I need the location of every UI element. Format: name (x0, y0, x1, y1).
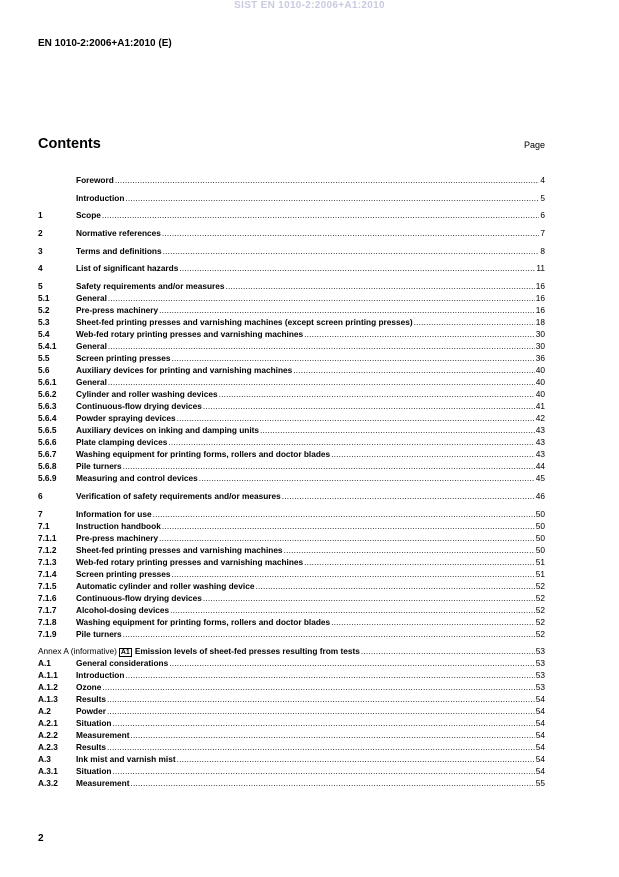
toc-entry[interactable] (38, 436, 545, 448)
toc-entry[interactable] (38, 669, 545, 681)
toc-entry-page: 51 (535, 568, 545, 579)
toc-entry[interactable] (38, 192, 545, 204)
toc-entry-page: 54 (535, 730, 545, 741)
watermark: SIST EN 1010-2:2006+A1:2010 (234, 0, 385, 11)
toc-entry-page: 52 (535, 580, 545, 591)
toc-entry-title: Terms and definitions (76, 245, 162, 256)
toc-dot-leader (113, 717, 535, 729)
toc-entry-page: 46 (535, 490, 545, 501)
toc-entry[interactable] (38, 424, 545, 436)
toc-dot-leader (172, 568, 535, 580)
toc-dot-leader (107, 741, 535, 753)
contents-title: Contents (38, 136, 101, 152)
toc-entry-number: A.2.1 (38, 718, 58, 729)
toc-dot-leader (113, 765, 535, 777)
toc-entry-title: Auxiliary devices on inking and damping units (76, 425, 260, 436)
toc-entry-page: 8 (540, 245, 545, 256)
toc-dot-leader (107, 693, 535, 705)
toc-entry[interactable] (38, 544, 545, 556)
toc-entry-title: Emission levels of sheet-fed presses resulting from tests (134, 646, 360, 657)
toc-dot-leader (102, 209, 539, 221)
toc-entry[interactable] (38, 245, 545, 257)
toc-entry-number: 5.6.2 (38, 389, 57, 400)
toc-entry-title: Information for use (76, 508, 152, 519)
toc-entry[interactable] (38, 580, 545, 592)
toc-entry-title: Pile turners (76, 461, 122, 472)
toc-entry-page: 54 (535, 754, 545, 765)
toc-entry-title: General (76, 377, 107, 388)
toc-entry[interactable] (38, 765, 545, 777)
toc-entry-number: 7 (38, 508, 43, 519)
toc-entry-number: A.2 (38, 706, 51, 717)
toc-entry-title: Measurement (76, 730, 130, 741)
toc-entry-number: A.3 (38, 754, 51, 765)
toc-entry-page: 44 (535, 461, 545, 472)
toc-entry-title: Measurement (76, 778, 130, 789)
toc-entry-number: 5.1 (38, 293, 50, 304)
toc-entry-page: 43 (535, 437, 545, 448)
toc-entry-number: 5.6.6 (38, 437, 57, 448)
toc-entry-title: Pre-press machinery (76, 305, 159, 316)
toc-dot-leader (282, 490, 535, 502)
toc-dot-leader (361, 645, 535, 657)
toc-entry[interactable] (38, 472, 545, 484)
toc-entry-number: 7.1.7 (38, 604, 57, 615)
toc-entry-number: 5.4.1 (38, 341, 57, 352)
toc-entry-number: A.2.3 (38, 742, 58, 753)
toc-entry[interactable] (38, 352, 545, 364)
page-column-label: Page (523, 140, 545, 150)
toc-dot-leader (108, 292, 535, 304)
toc-entry-title: Sheet-fed printing presses and varnishing machines (76, 544, 283, 555)
toc-entry-number: 7.1.6 (38, 592, 57, 603)
toc-entry[interactable] (38, 376, 545, 388)
toc-entry-page: 53 (535, 646, 545, 657)
toc-entry[interactable] (38, 490, 545, 502)
toc-entry-title: Results (76, 742, 106, 753)
toc-entry-page: 55 (535, 778, 545, 789)
toc-entry-page: 30 (535, 341, 545, 352)
toc-dot-leader (168, 436, 534, 448)
toc-entry-number: 7.1.1 (38, 532, 57, 543)
toc-entry[interactable] (38, 628, 545, 640)
table-of-contents (38, 174, 545, 789)
toc-entry[interactable] (38, 262, 545, 274)
toc-dot-leader (115, 174, 540, 186)
toc-entry-title: Powder (76, 706, 106, 717)
toc-entry[interactable] (38, 328, 545, 340)
toc-entry-number: A.3.1 (38, 766, 58, 777)
toc-entry-number: A.3.2 (38, 778, 58, 789)
toc-entry-title: Instruction handbook (76, 520, 161, 531)
toc-entry-title: Washing equipment for printing forms, rollers and doctor blades (76, 616, 331, 627)
toc-entry-page: 54 (535, 766, 545, 777)
toc-entry[interactable] (38, 388, 545, 400)
toc-dot-leader (255, 580, 534, 592)
toc-entry-title: Web-fed rotary printing presses and varnishing machines (76, 556, 304, 567)
toc-entry-page: 52 (535, 616, 545, 627)
toc-entry-title: Powder spraying devices (76, 413, 176, 424)
toc-entry-number: 3 (38, 245, 43, 256)
toc-dot-leader (225, 280, 534, 292)
toc-entry-number: A.2.2 (38, 730, 58, 741)
toc-dot-leader (131, 729, 535, 741)
toc-dot-leader (172, 352, 535, 364)
toc-entry-number: 4 (38, 263, 43, 274)
toc-entry-number: A.1 (38, 658, 51, 669)
toc-entry[interactable] (38, 340, 545, 352)
toc-entry[interactable] (38, 400, 545, 412)
toc-dot-leader (107, 705, 535, 717)
toc-dot-leader (414, 316, 535, 328)
toc-entry-title: Web-fed rotary printing presses and varnishing machines (76, 329, 304, 340)
toc-entry-number: 7.1.5 (38, 580, 57, 591)
toc-entry-title: Situation (76, 718, 112, 729)
toc-entry-number: 5 (38, 281, 43, 292)
toc-entry[interactable] (38, 532, 545, 544)
toc-dot-leader (304, 556, 535, 568)
toc-entry-page: 43 (535, 425, 545, 436)
toc-entry[interactable] (38, 292, 545, 304)
toc-entry-title: Screen printing presses (76, 353, 171, 364)
toc-entry-number: 5.3 (38, 317, 50, 328)
toc-entry-page: 6 (540, 210, 545, 221)
toc-entry-page: 16 (535, 293, 545, 304)
toc-entry-title: Auxiliary devices for printing and varnishing machines (76, 365, 293, 376)
toc-entry-page: 30 (535, 329, 545, 340)
footer-page-number: 2 (38, 833, 44, 844)
toc-entry-page: 50 (535, 520, 545, 531)
toc-entry[interactable] (38, 657, 545, 669)
toc-dot-leader (102, 681, 534, 693)
toc-entry-page: 54 (535, 694, 545, 705)
toc-entry[interactable] (38, 460, 545, 472)
toc-dot-leader (153, 508, 535, 520)
toc-entry-page: 7 (540, 228, 545, 239)
toc-dot-leader (304, 328, 535, 340)
toc-entry-page: 43 (535, 449, 545, 460)
toc-entry[interactable] (38, 729, 545, 741)
toc-dot-leader (125, 669, 534, 681)
toc-dot-leader (219, 388, 535, 400)
toc-dot-leader (293, 364, 535, 376)
toc-entry[interactable] (38, 705, 545, 717)
toc-entry-title: General (76, 341, 107, 352)
toc-entry[interactable] (38, 209, 545, 221)
toc-entry-number: 7.1.9 (38, 628, 57, 639)
toc-entry-title: Introduction (76, 670, 125, 681)
toc-entry-number: 7.1 (38, 520, 50, 531)
toc-entry-page: 50 (535, 508, 545, 519)
toc-entry-number: 5.6.9 (38, 473, 57, 484)
toc-entry-number: 5.2 (38, 305, 50, 316)
toc-entry-page: 42 (535, 413, 545, 424)
toc-entry-number: 2 (38, 228, 43, 239)
amendment-a1-marker-icon: A1 (120, 649, 130, 657)
toc-entry-title: List of significant hazards (76, 263, 179, 274)
toc-dot-leader (123, 460, 535, 472)
toc-entry-page: 54 (535, 706, 545, 717)
toc-dot-leader (179, 262, 535, 274)
toc-entry-number: 7.1.4 (38, 568, 57, 579)
toc-entry-title: Verification of safety requirements and/or measures (76, 490, 281, 501)
toc-entry-title: Safety requirements and/or measures (76, 281, 225, 292)
toc-entry-page: 54 (535, 718, 545, 729)
toc-entry[interactable] (38, 364, 545, 376)
toc-entry-number: 5.6.3 (38, 401, 57, 412)
toc-dot-leader (260, 424, 535, 436)
toc-entry-number: 7.1.2 (38, 544, 57, 555)
toc-entry[interactable] (38, 448, 545, 460)
toc-dot-leader (170, 604, 535, 616)
toc-entry[interactable] (38, 304, 545, 316)
toc-entry[interactable] (38, 227, 545, 239)
toc-entry-title: Cylinder and roller washing devices (76, 389, 218, 400)
toc-entry-page: 52 (535, 604, 545, 615)
toc-dot-leader (203, 592, 535, 604)
toc-entry-title: Alcohol-dosing devices (76, 604, 170, 615)
toc-entry[interactable] (38, 645, 545, 657)
toc-entry-number: 6 (38, 490, 43, 501)
toc-entry[interactable] (38, 592, 545, 604)
toc-entry-number: A.1.2 (38, 682, 58, 693)
toc-entry-title: Foreword (76, 175, 114, 185)
toc-entry-page: 53 (535, 670, 545, 681)
toc-dot-leader (123, 628, 535, 640)
toc-entry[interactable] (38, 753, 545, 765)
toc-entry[interactable] (38, 616, 545, 628)
toc-entry-page: 51 (535, 556, 545, 567)
toc-entry-page: 53 (535, 658, 545, 669)
toc-entry-page: 41 (535, 401, 545, 412)
toc-dot-leader (203, 400, 535, 412)
toc-entry-number: 5.6 (38, 365, 50, 376)
toc-entry-number: 7.1.3 (38, 556, 57, 567)
toc-dot-leader (162, 227, 540, 239)
toc-dot-leader (169, 657, 535, 669)
toc-entry-page: 53 (535, 682, 545, 693)
toc-entry-annex-prefix: Annex A (informative) (38, 646, 117, 657)
toc-entry-number: 7.1.8 (38, 616, 57, 627)
toc-entry-number: A.1.3 (38, 694, 58, 705)
toc-entry[interactable] (38, 174, 545, 186)
toc-entry-number: 5.6.1 (38, 377, 57, 388)
toc-entry[interactable] (38, 412, 545, 424)
toc-entry-page: 11 (536, 263, 545, 274)
toc-entry-page: 45 (535, 473, 545, 484)
toc-entry-page: 50 (535, 532, 545, 543)
toc-entry-title: Ozone (76, 682, 102, 693)
toc-entry-title: Normative references (76, 228, 161, 239)
toc-entry-number: A.1.1 (38, 670, 58, 681)
toc-entry-title: Introduction (76, 192, 125, 203)
toc-entry-title: Continuous-flow drying devices (76, 401, 202, 412)
toc-entry[interactable] (38, 604, 545, 616)
toc-entry-page: 40 (535, 365, 545, 376)
toc-entry-page: 16 (535, 281, 545, 292)
toc-entry-title: Results (76, 694, 106, 705)
toc-entry-number: 5.6.4 (38, 413, 57, 424)
toc-entry-page: 50 (535, 544, 545, 555)
toc-entry-title: Automatic cylinder and roller washing device (76, 580, 255, 591)
toc-entry[interactable] (38, 681, 545, 693)
toc-entry-title: Plate clamping devices (76, 437, 168, 448)
toc-entry[interactable] (38, 717, 545, 729)
toc-dot-leader (331, 448, 535, 460)
toc-dot-leader (108, 340, 535, 352)
toc-entry-page: 40 (535, 377, 545, 388)
toc-entry-number: 5.5 (38, 353, 50, 364)
toc-entry-page: 4 (540, 175, 545, 185)
toc-entry-number: 5.6.8 (38, 461, 57, 472)
toc-dot-leader (125, 192, 539, 204)
toc-entry-page: 40 (535, 389, 545, 400)
toc-entry[interactable] (38, 508, 545, 520)
toc-entry-page: 54 (535, 742, 545, 753)
toc-dot-leader (177, 412, 535, 424)
toc-entry-page: 52 (535, 628, 545, 639)
toc-entry-page: 52 (535, 592, 545, 603)
toc-entry-number: 1 (38, 210, 43, 221)
toc-dot-leader (108, 376, 535, 388)
toc-entry[interactable] (38, 777, 545, 789)
toc-entry-page: 16 (535, 305, 545, 316)
toc-dot-leader (177, 753, 535, 765)
toc-entry-title: Measuring and control devices (76, 473, 198, 484)
toc-dot-leader (159, 304, 535, 316)
toc-entry-title: Washing equipment for printing forms, rollers and doctor blades (76, 449, 331, 460)
toc-entry[interactable] (38, 316, 545, 328)
toc-dot-leader (199, 472, 535, 484)
toc-entry-number: 5.6.7 (38, 449, 57, 460)
toc-dot-leader (131, 777, 535, 789)
toc-entry-title: Screen printing presses (76, 568, 171, 579)
toc-entry-title: Situation (76, 766, 112, 777)
toc-entry-title: Scope (76, 210, 101, 221)
toc-dot-leader (159, 532, 535, 544)
toc-entry-page: 36 (535, 353, 545, 364)
toc-entry-title: Pile turners (76, 628, 122, 639)
toc-entry-title: Sheet-fed printing presses and varnishing machines (except screen printing presses) (76, 317, 413, 328)
toc-entry-title: General (76, 293, 107, 304)
toc-entry[interactable] (38, 280, 545, 292)
toc-entry-title: General considerations (76, 658, 169, 669)
toc-dot-leader (162, 520, 535, 532)
toc-dot-leader (163, 245, 540, 257)
toc-entry-page: 5 (540, 192, 545, 203)
toc-entry-title: Pre-press machinery (76, 532, 159, 543)
toc-entry-page: 18 (535, 317, 545, 328)
toc-entry-title: Continuous-flow drying devices (76, 592, 202, 603)
toc-dot-leader (331, 616, 535, 628)
toc-entry-title: Ink mist and varnish mist (76, 754, 176, 765)
toc-entry[interactable] (38, 741, 545, 753)
toc-entry[interactable] (38, 556, 545, 568)
toc-dot-leader (284, 544, 535, 556)
toc-entry-number: 5.6.5 (38, 425, 57, 436)
toc-entry-number: 5.4 (38, 329, 50, 340)
toc-entry[interactable] (38, 520, 545, 532)
document-id-header: EN 1010-2:2006+A1:2010 (E) (38, 38, 172, 49)
toc-entry[interactable] (38, 568, 545, 580)
toc-entry[interactable] (38, 693, 545, 705)
